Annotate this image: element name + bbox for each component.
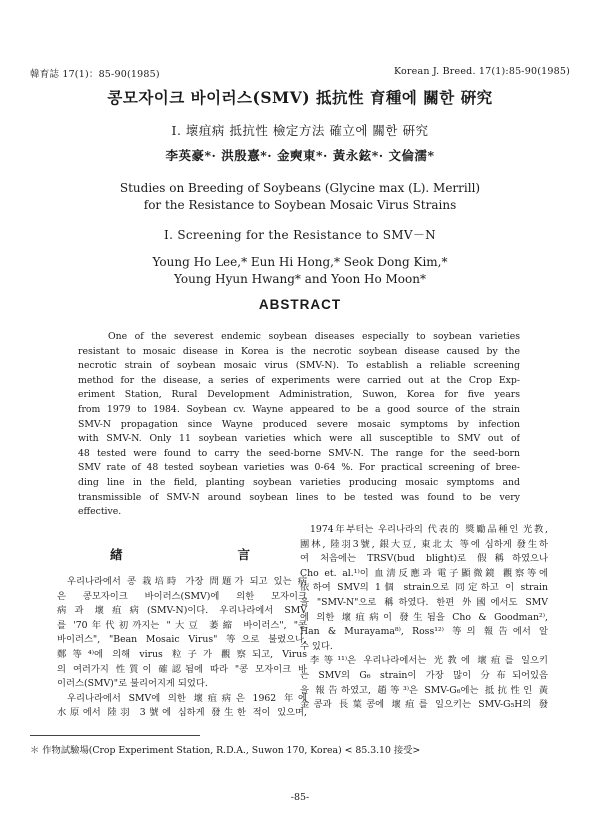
english-authors-line-2: Young Hyun Hwang* and Yoon Ho Moon* [174,272,426,286]
abstract-line: method for the disease, a series of experiments were carried out at the Crop Exp- [78,374,520,386]
abstract-line: 48 tested were found to carry the seed-borne SMV-N. The range for the seed-born [78,447,520,459]
abstract-heading: ABSTRACT [258,297,342,312]
english-title [0,180,600,214]
body-line: Cho et. al.¹⁾이 血淸反應과 電子顯微鏡 觀察等에 [300,567,548,579]
body-line: 여 처음에는 TRSV(bud blight)로 假稱하였으나 [300,553,548,565]
abstract-line: effective. [78,506,122,518]
abstract-line: One of the severest endemic soybean diseases especially to soybean varieties [108,331,520,342]
abstract-line: necrotic strain of soybean mosaic virus (SMV-N). To establish a reliable screening [78,360,520,372]
section-heading-char: 緖 [110,547,123,562]
footnote-divider [30,735,200,736]
body-line: 을 "SMV-N"으로 稱하였다. 한편 外國에서도 SMV [300,596,548,608]
body-line: 依하여 SMV의 1個 strain으로 同定하고 이 strain [300,582,548,594]
abstract-line: from 1979 to 1984. Soybean cv. Wayne appeared to be a good source of the strain [78,403,520,415]
abstract-line: SMV rate of 48 tested soybean varieties was 0-64 %. For practical screening of bree- [78,462,520,474]
body-line: 을 報告하였고, 趙等³⁾은 SMV-G₆에는 抵抗性인 黃 [300,684,548,696]
body-line: 의 여러가지 性質이 確認됨에 따라 "콩 모자이크 바 [57,663,307,675]
korean-title: 콩모자이크 바이러스(SMV) 抵抗性 育種에 關한 硏究 [107,88,493,107]
body-line: 1974年부터는 우리나라의 代表的 獎勵品種인 光教, [310,524,548,535]
body-line: 鄭等⁴⁾에 의해 virus 粒子가 觀察되고, Virus [57,648,307,660]
body-line: 수 있다. [300,640,333,652]
english-title-line-2: for the Resistance to Soybean Mosaic Virus Strains [143,198,457,212]
korean-subtitle: Ⅰ. 壞疽病 抵抗性 檢定方法 確立에 關한 硏究 [171,123,429,138]
abstract-line: SMV-N propagation since Wayne produced severe mosaic symptoms by infection [78,418,520,430]
journal-citation-english: Korean J. Breed. 17(1):85-90(1985) [393,66,570,77]
abstract-line: ding line in the field, planting soybean varieties producing mosaic symptoms and [78,476,520,488]
body-line: 李等¹¹⁾은 우리나라에서는 光教에 壞疽를 일으키 [310,655,548,667]
page-number: -85- [290,792,310,803]
body-line: 는 SMV의 G₆ strain이 가장 많이 分布되어있음 [300,669,548,681]
english-authors-line-1: Young Ho Lee,* Eun Hi Hong,* Seok Dong Kim,* [152,255,448,269]
english-subtitle: Ⅰ. Screening for the Resistance to SMV－N [164,228,436,242]
abstract-body [78,330,520,520]
journal-citation-korean: 韓育誌 17(1)：85-90(1985) [30,69,160,80]
body-line: 은 콩모자이크 바이러스(SMV)에 의한 모자이크 [57,590,307,602]
abstract-line: resistant to mosaic disease in Korea is the necrotic soybean disease caused by the [78,345,520,357]
right-column-text [300,523,548,713]
body-line: 바이러스", "Bean Mosaic Virus" 等으로 불렸으나, [57,634,307,646]
body-line: 이러스(SMV)"로 불리어지게 되었다. [57,678,208,690]
left-column-text [57,575,307,721]
body-line: 우리나라에서 SMV에 의한 壞疽病은 1962 年에 [67,692,307,704]
abstract-line: transmissible of SMV-N around soybean lines to be tested was found to be very [78,491,520,503]
abstract-line: eriment Station, Rural Development Administration, Suwon, Korea for five years [78,389,520,401]
body-line: 우리나라에서 콩 栽培時 가장 問題가 되고 있는 病 [67,576,307,587]
body-line: 金콩과 長葉콩에 壞疽를 일으키는 SMV-G₅H의 發 [300,699,548,711]
body-line: 病과 壞疽病(SMV-N)이다. 우리나라에서 SMV [57,605,307,617]
section-heading-introduction [110,545,250,563]
abstract-line: with SMV-N. Only 11 soybean varieties which were all susceptible to SMV out of [78,433,520,445]
english-authors [0,254,600,288]
body-line: Han & Murayama⁸⁾, Ross¹²⁾ 等의 報告에서 알 [300,626,548,638]
body-line: 水原에서 陸羽 3號에 심하게 發生한 적이 있으며, [57,707,307,719]
body-line: 에 의한 壞疽病이 發生됨을 Cho & Goodman²⁾, [300,611,548,623]
korean-authors: 李英豪*· 洪殷憙*· 金奭東*· 黃永鉉*· 文倫濡* [165,148,435,163]
footnote: ＊ 作物試驗場(Crop Experiment Station, R.D.A., Suwon 170, Korea) < 85.3.10 接受> [30,745,421,756]
body-line: 團林, 陸羽3號, 銀大豆, 東北太 等에 심하게 發生하 [300,538,548,550]
body-line: 를 '70年代初까지는 "大豆 萎縮 바이러스", "콩 [57,619,307,631]
section-heading-char: 言 [237,547,250,562]
english-title-line-1: Studies on Breeding of Soybeans (Glycine max (L). Merrill) [119,181,481,195]
